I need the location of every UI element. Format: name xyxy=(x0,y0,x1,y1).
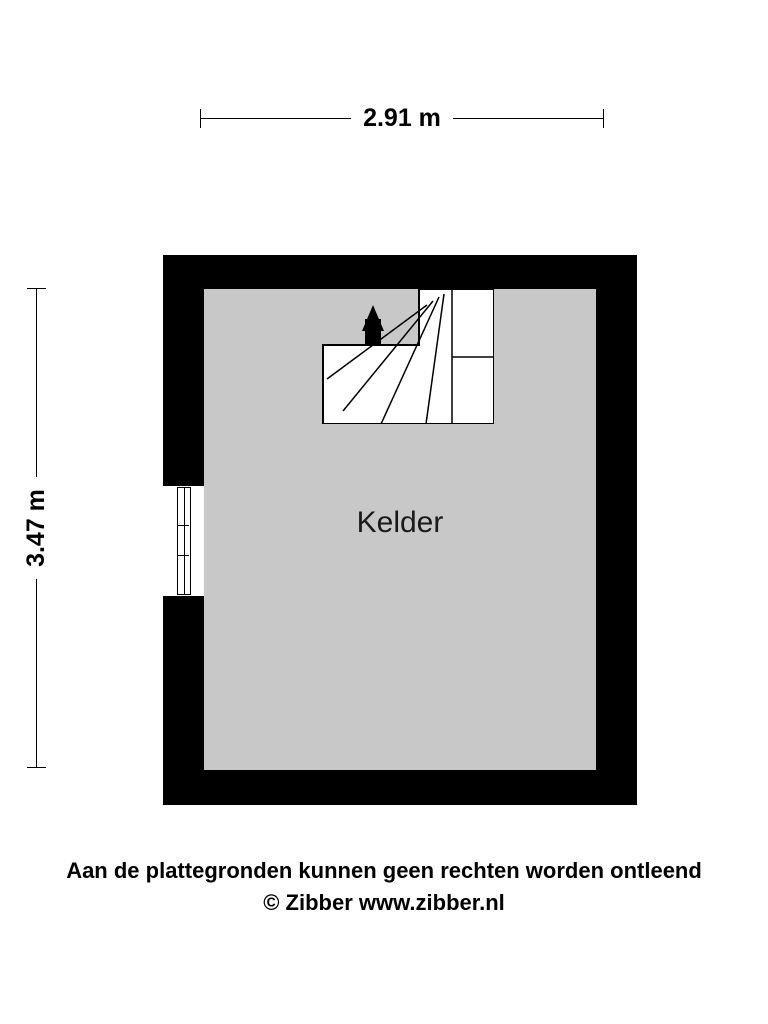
door-icon xyxy=(177,487,191,595)
room-label-kelder: Kelder xyxy=(356,506,444,539)
width-dimension-label: 2.91 m xyxy=(351,102,453,134)
height-dimension xyxy=(8,288,54,768)
footer-disclaimer: Aan de plattegronden kunnen geen rechten worden ontleend xyxy=(66,858,702,883)
door-hinge-bottom-icon xyxy=(177,555,189,556)
footer-copyright: © Zibber www.zibber.nl xyxy=(263,890,505,915)
door-hinge-top-icon xyxy=(177,525,189,526)
staircase-icon xyxy=(311,289,494,424)
height-dimension-label: 3.47 m xyxy=(20,477,52,579)
footer xyxy=(0,855,768,919)
height-dimension-tick-bottom xyxy=(27,767,46,768)
floorplan xyxy=(163,255,637,805)
width-dimension-tick-right xyxy=(603,109,604,128)
height-dimension-tick-top xyxy=(27,288,46,289)
width-dimension xyxy=(200,100,604,140)
width-dimension-tick-left xyxy=(200,109,201,128)
